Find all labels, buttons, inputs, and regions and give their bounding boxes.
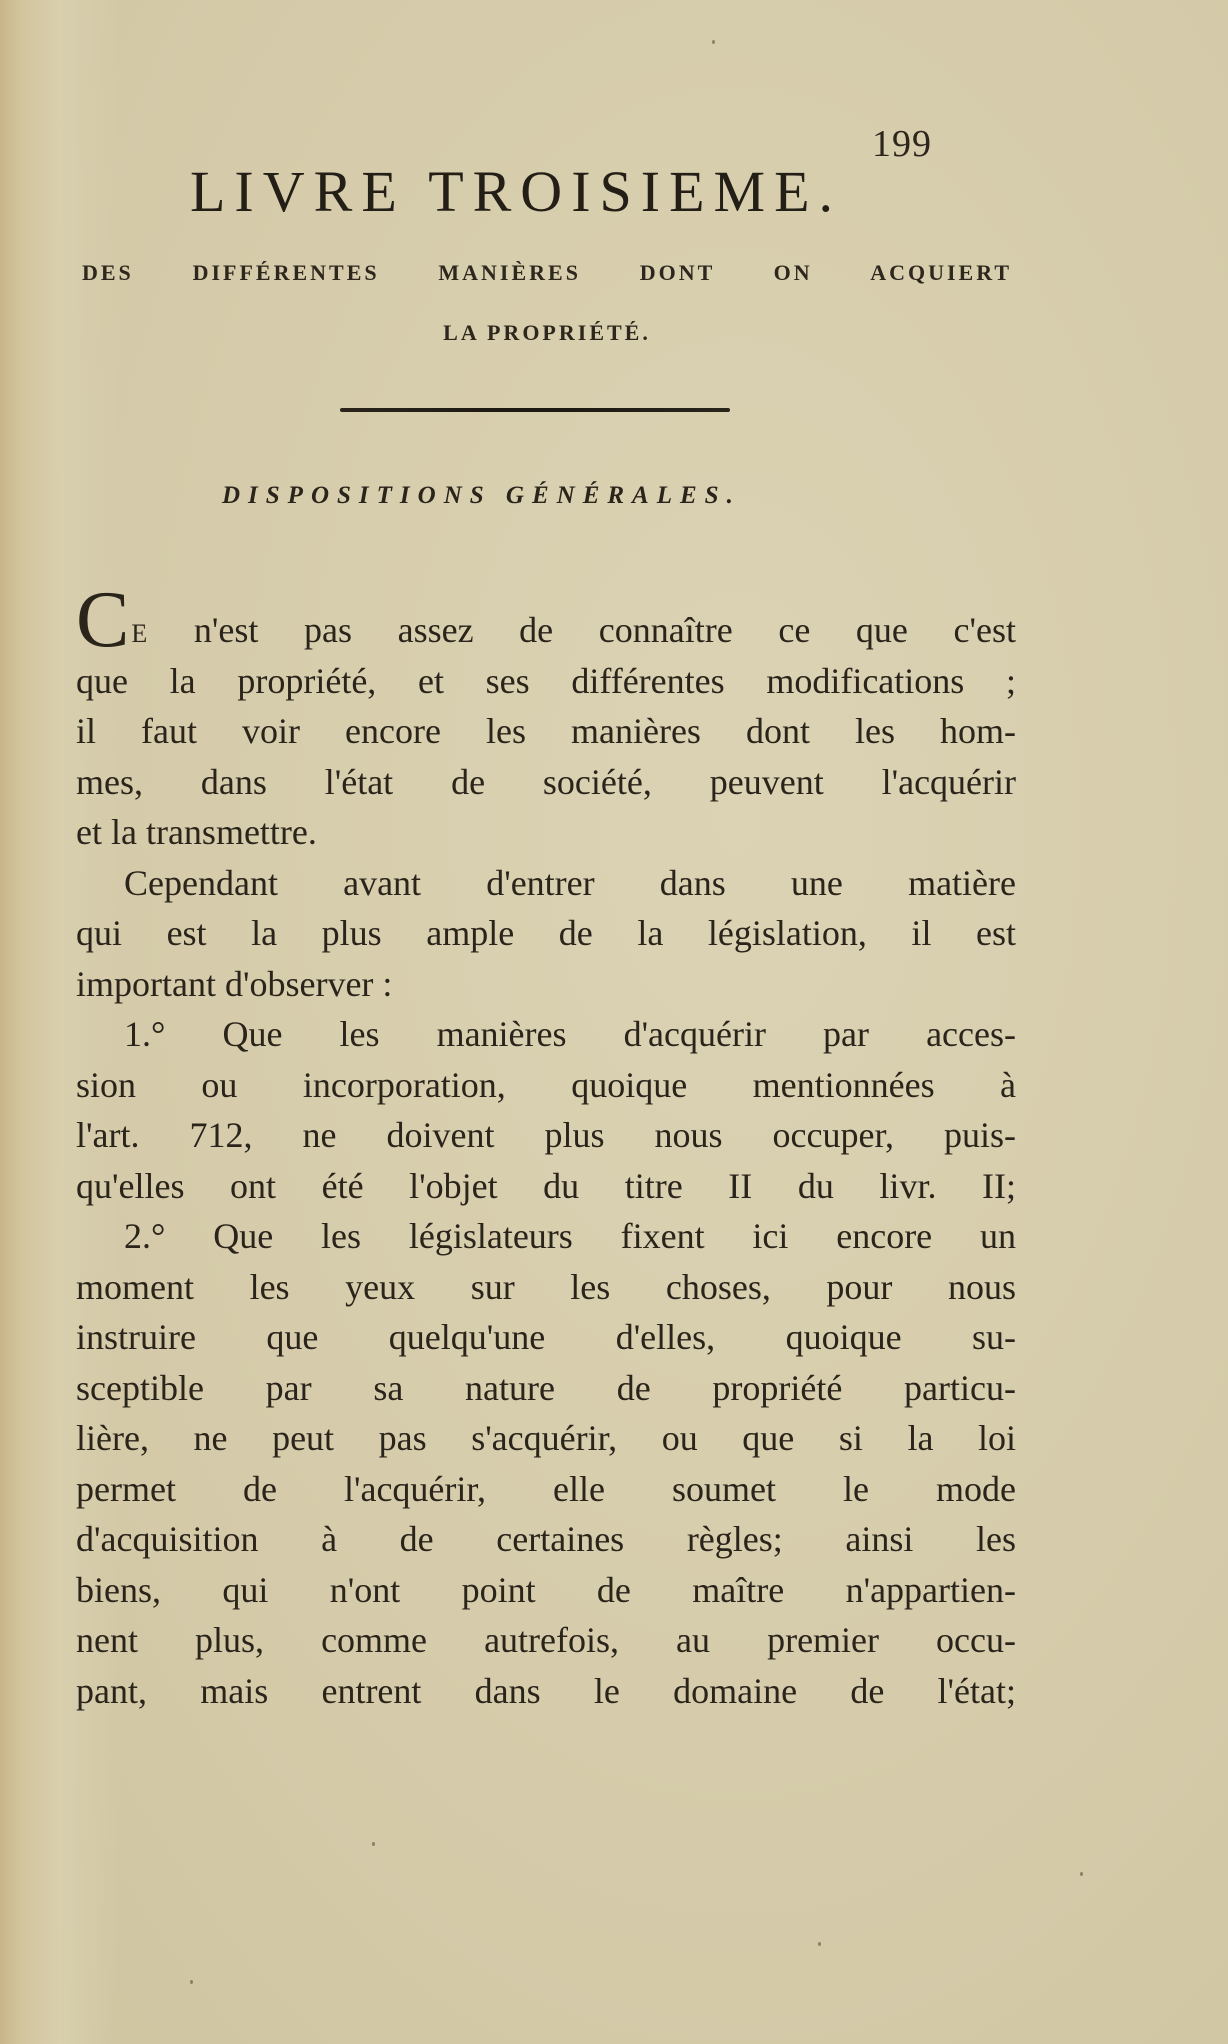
text-line: qui est la plus ample de la législation, il est (76, 913, 1016, 953)
text-line: d'acquisition à de certaines règles; ainsi les (76, 1519, 1016, 1559)
drop-cap: C (76, 576, 130, 664)
paragraph-3 (76, 1009, 1016, 1211)
text-line: 2.° Que les législateurs fixent ici encore un (124, 1216, 1016, 1256)
text-line: sceptible par sa nature de propriété particu- (76, 1367, 1016, 1408)
decorative-rule (340, 408, 730, 412)
body-text (76, 576, 1016, 1716)
text-line: nent plus, comme autrefois, au premier occu- (76, 1620, 1016, 1660)
text-line: biens, qui n'ont point de maître n'appartien- (76, 1569, 1016, 1610)
text-line: que la propriété, et ses différentes modifications ; (76, 660, 1016, 701)
text-line: 1.° Que les manières d'acquérir par acces- (124, 1014, 1016, 1054)
paper-speck (712, 40, 715, 44)
paper-speck (372, 1842, 375, 1846)
text-line: mes, dans l'état de société, peuvent l'acquérir (76, 761, 1016, 802)
text-line: permet de l'acquérir, elle soumet le mode (76, 1468, 1016, 1509)
subtitle-line-2: LA PROPRIÉTÉ. (443, 320, 651, 345)
text-line: moment les yeux sur les choses, pour nous (76, 1266, 1016, 1307)
text-line: sion ou incorporation, quoique mentionnées à (76, 1064, 1016, 1105)
text-line: pant, mais entrent dans le domaine de l'état; (76, 1670, 1016, 1711)
subtitle-line-1: DES DIFFÉRENTES MANIÈRES DONT ON ACQUIERT (82, 260, 1012, 285)
text-line: instruire que quelqu'une d'elles, quoique su- (76, 1317, 1016, 1357)
paragraph-4 (76, 1211, 1016, 1716)
paragraph-2 (76, 858, 1016, 1010)
drop-cap-rest: E (131, 619, 149, 648)
paper-speck (818, 1942, 821, 1946)
text-line: et la transmettre. (76, 812, 317, 852)
paper-speck (190, 1980, 193, 1984)
text-line: important d'observer : (76, 963, 393, 1004)
paper-speck (1080, 1872, 1083, 1876)
section-heading: DISPOSITIONS GÉNÉRALES. (222, 482, 741, 509)
page-number: 199 (872, 123, 932, 165)
book-title: LIVRE TROISIEME. (190, 159, 843, 224)
text-line: l'art. 712, ne doivent plus nous occuper, puis- (76, 1115, 1016, 1155)
text-line: qu'elles ont été l'objet du titre II du livr. II; (76, 1165, 1016, 1206)
text-line: il faut voir encore les manières dont les hom- (76, 711, 1016, 751)
text-line: C E n'est pas assez de connaître ce que c'est (76, 576, 1016, 664)
text-line: Cependant avant d'entrer dans une matière (124, 862, 1016, 903)
paragraph-1 (76, 576, 1016, 858)
text-line: lière, ne peut pas s'acquérir, ou que si la loi (76, 1418, 1016, 1458)
